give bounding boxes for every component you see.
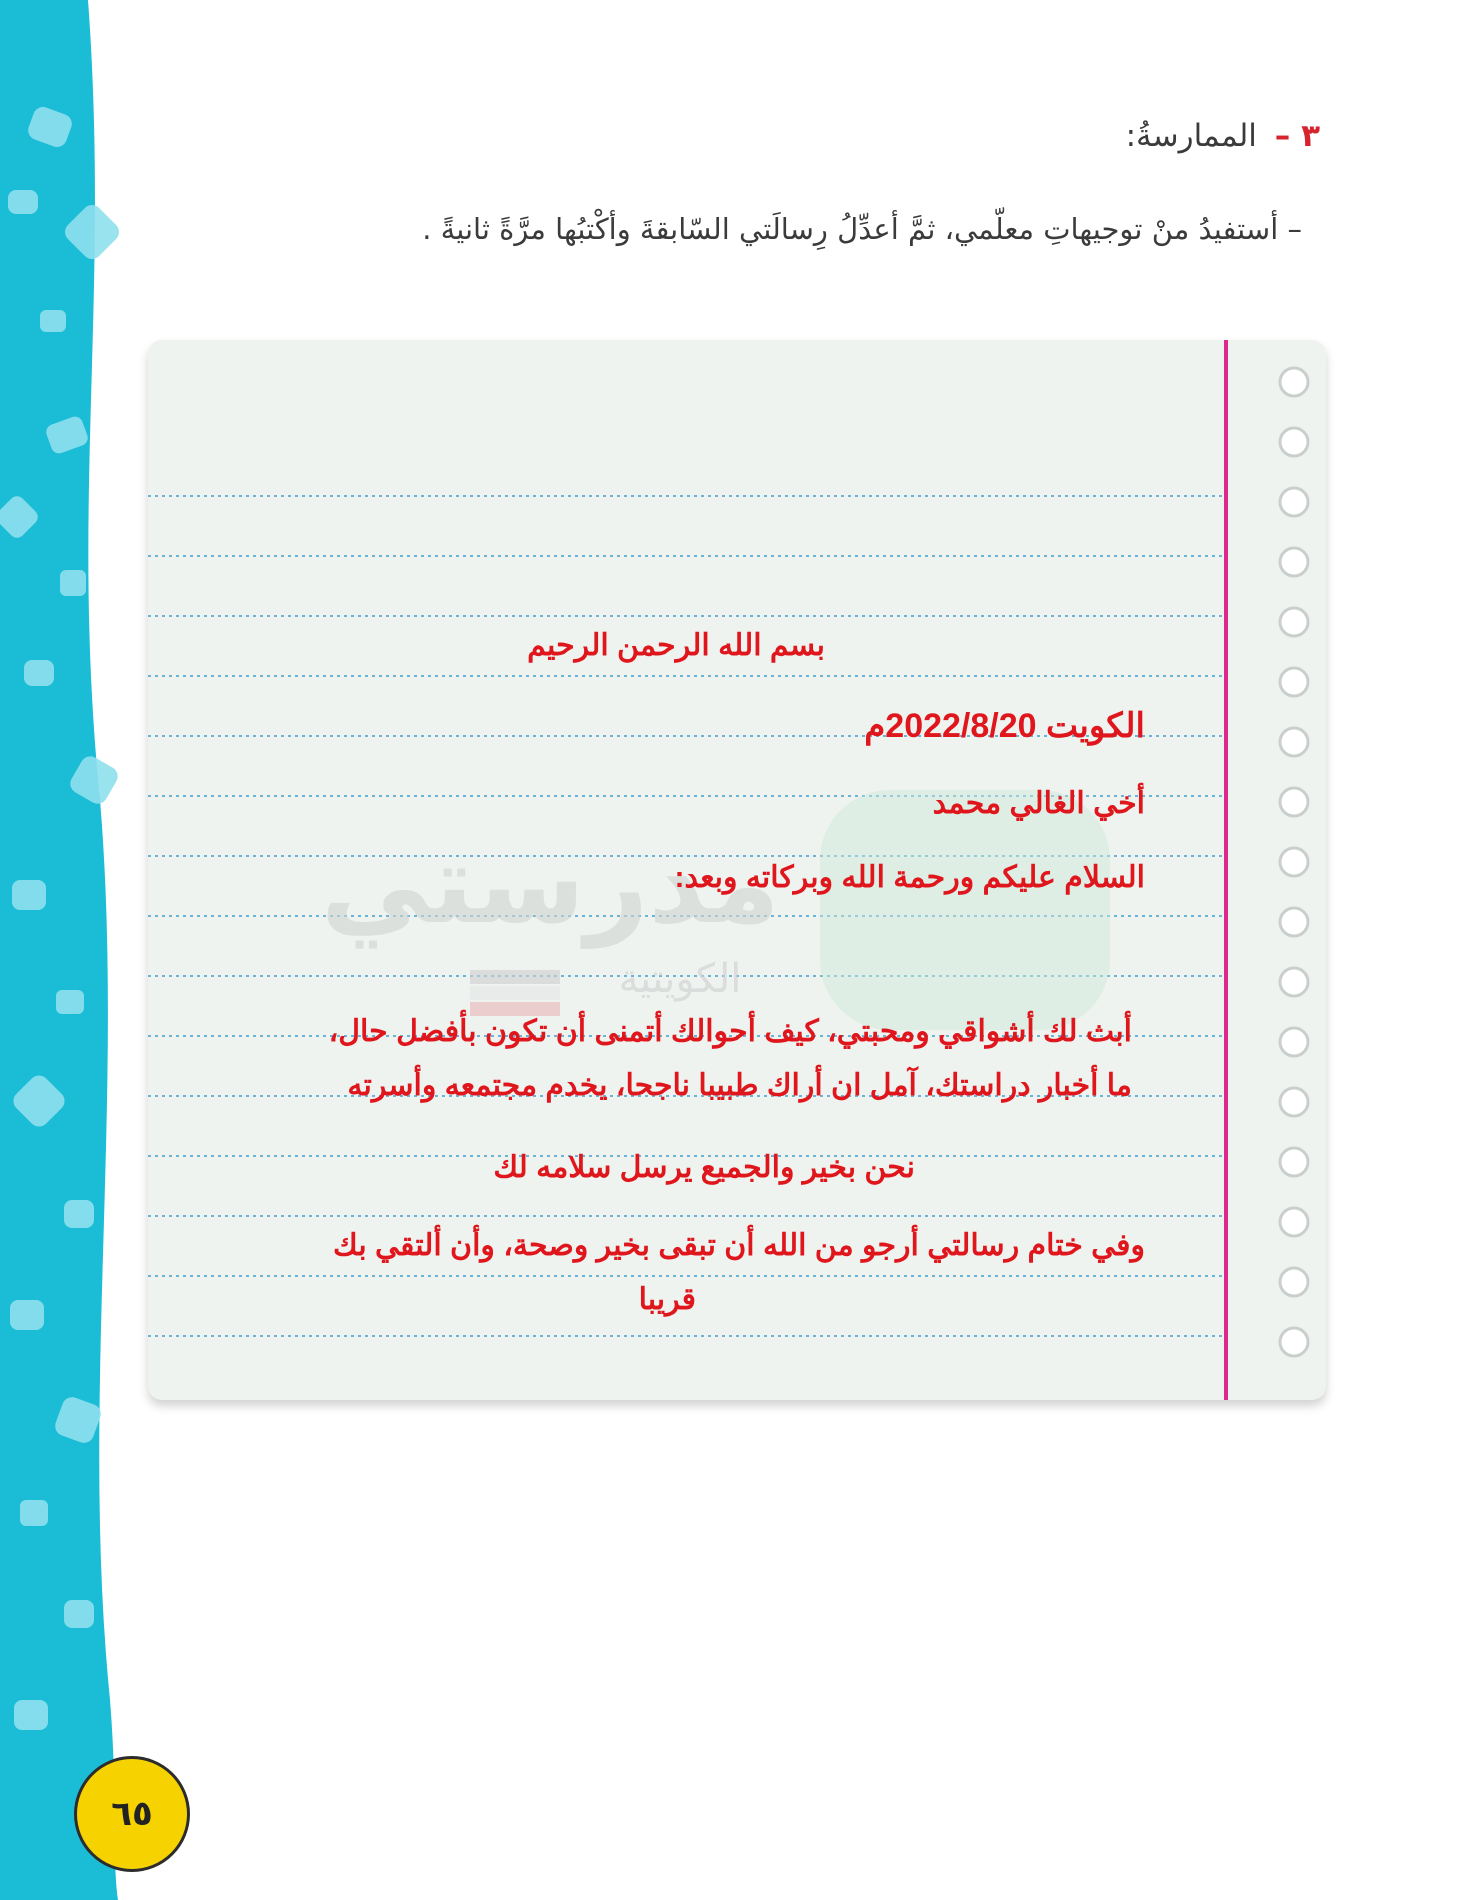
exercise-number: ٣ – xyxy=(1274,118,1320,154)
exercise-title: الممارسةُ: xyxy=(1125,118,1257,154)
letter-place-date: الكويت 2022/8/20م xyxy=(864,707,1145,745)
letter-basmala: بسم الله الرحمن الرحيم xyxy=(527,629,825,662)
letter-body-line-2: ما أخبار دراستك، آمل ان أراك طبيبا ناجحا، يخدم مجتمعه وأسرته xyxy=(347,1069,1132,1102)
letter-closing-line-1: وفي ختام رسالتي أرجو من الله أن تبقى بخير وصحة، وأن ألتقي بك xyxy=(333,1229,1145,1262)
watermark-brand: مدرستي xyxy=(320,820,780,948)
letter-body-line-1: أبث لك أشواقي ومحبتي، كيف أحوالك أتمنى أن تكون بأفضل حال، xyxy=(328,1015,1132,1048)
page-number: ٦٥ xyxy=(111,1794,153,1834)
letter-closing-line-2: قريبا xyxy=(638,1283,696,1316)
exercise-instruction: – أستفيدُ منْ توجيهاتِ معلّمي، ثمَّ أعدِّلُ رِسالَتي السّابقةَ وأكْتبُها مرَّةً ثانيةً . xyxy=(422,212,1302,246)
exercise-heading xyxy=(1126,118,1320,154)
letter-salutation: السلام عليكم ورحمة الله وبركاته وبعد: xyxy=(674,861,1145,894)
decorative-side-band xyxy=(0,0,160,1900)
letter-body-line-3: نحن بخير والجميع يرسل سلامه لك xyxy=(493,1151,915,1184)
letter-greeting: أخي الغالي محمد xyxy=(932,787,1145,820)
page-number-badge xyxy=(74,1756,190,1872)
watermark-country: الكويتية xyxy=(618,956,742,1002)
